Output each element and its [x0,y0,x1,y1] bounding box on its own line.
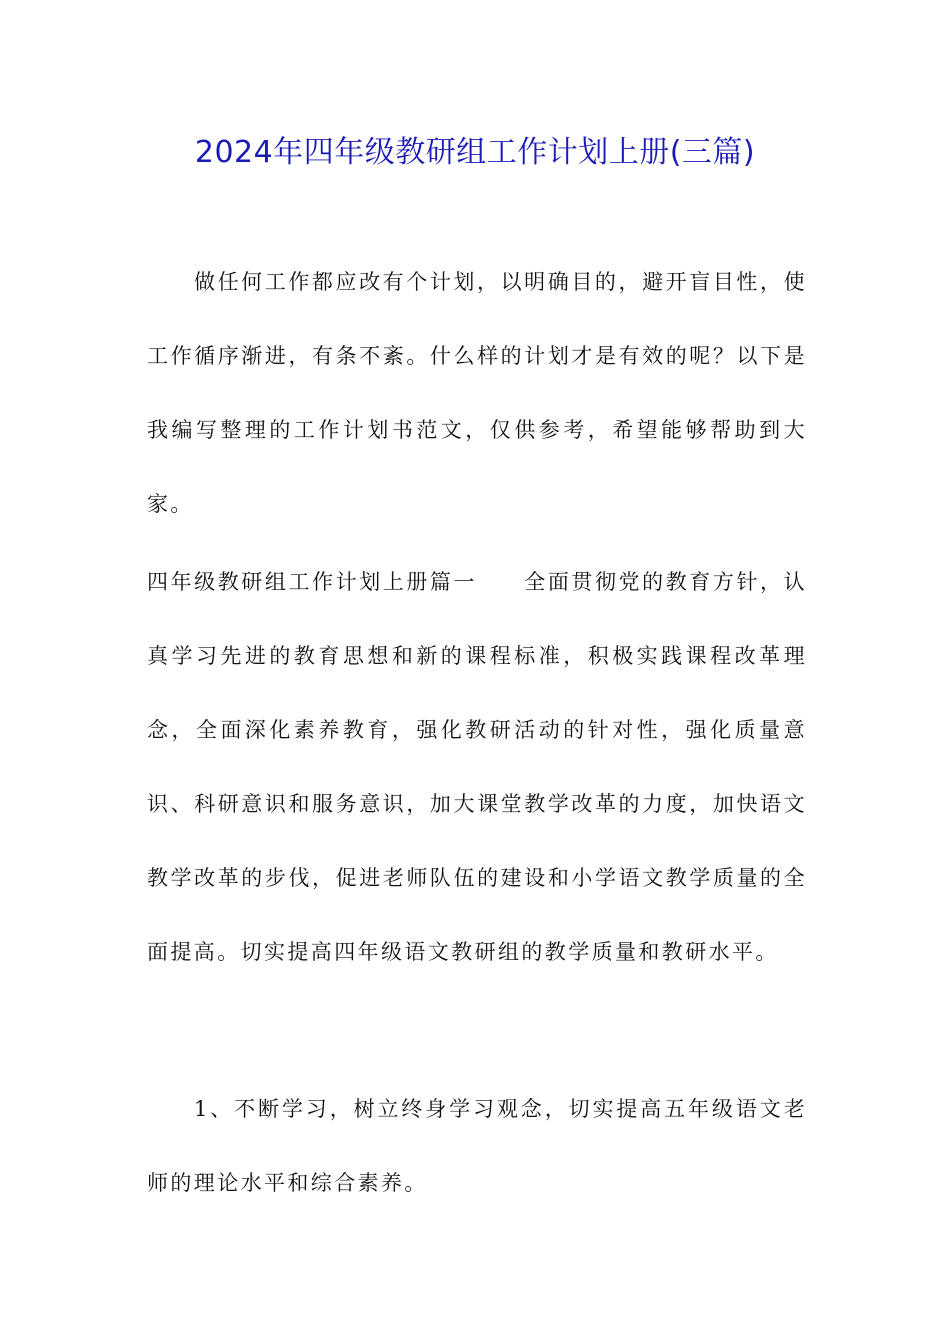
document-title: 2024年四年级教研组工作计划上册(三篇) [194,135,756,170]
list-item-paragraph: 1、不断学习，树立终身学习观念，切实提高五年级语文老师的理论水平和综合素养。 [147,1097,807,1195]
intro-paragraph: 做任何工作都应改有个计划，以明确目的，避开盲目性，使工作循序渐进，有条不紊。什么样的计划才是有效的呢？以下是我编写整理的工作计划书范文，仅供参考，希望能够帮助到大家。 [147,270,807,516]
section-one-paragraph: 四年级教研组工作计划上册篇一 全面贯彻党的教育方针，认真学习先进的教育思想和新的课程标准，积极实践课程改革理念，全面深化素养教育，强化教研活动的针对性，强化质量意识、科研意识和服务意识，加大课堂教学改革的力度，加快语文教学改革的步伐，促进老师队伍的建设和小学语文教学质量的全面提高。切实提高四年级语文教研组的教学质量和教研水平。 [147,570,807,964]
